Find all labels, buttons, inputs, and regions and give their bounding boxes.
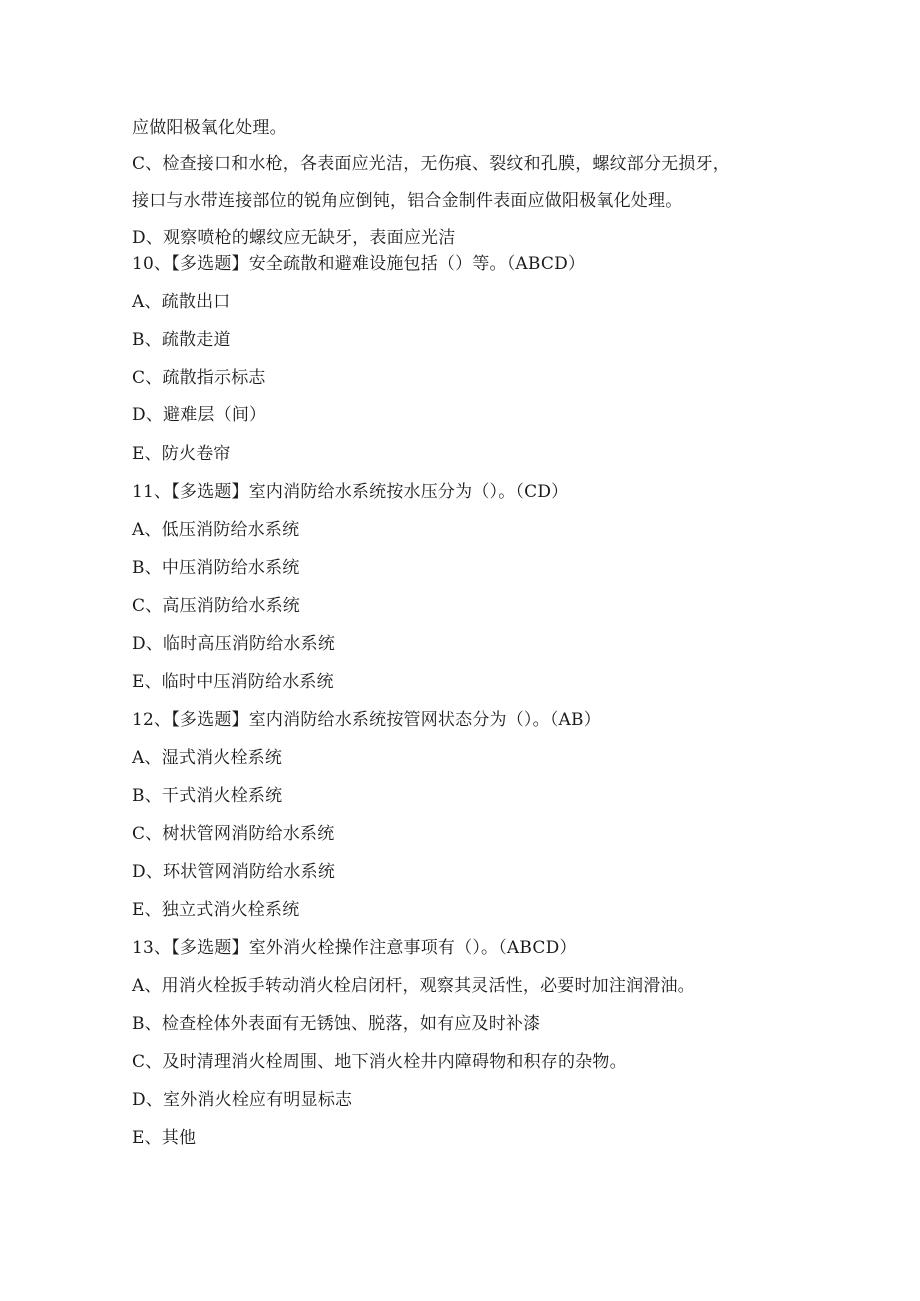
option-line: A、湿式消火栓系统	[132, 748, 283, 768]
option-line: C、检查接口和水枪，各表面应光洁，无伤痕、裂纹和孔膜，螺纹部分无损牙，	[132, 154, 731, 174]
question-10: 10、【多选题】安全疏散和避难设施包括（）等。（ABCD）	[132, 254, 586, 274]
option-line: A、疏散出口	[132, 292, 231, 312]
option-line: A、用消火栓扳手转动消火栓启闭杆，观察其灵活性，必要时加注润滑油。	[132, 976, 695, 996]
option-line: D、环状管网消防给水系统	[132, 862, 336, 882]
option-line: C、高压消防给水系统	[132, 596, 301, 616]
option-line-continuation: 接口与水带连接部位的锐角应倒钝，铝合金制件表面应做阳极氧化处理。	[132, 191, 683, 211]
option-line: D、临时高压消防给水系统	[132, 634, 336, 654]
option-line: B、中压消防给水系统	[132, 558, 300, 578]
option-line: C、树状管网消防给水系统	[132, 824, 335, 844]
option-line: D、观察喷枪的螺纹应无缺牙，表面应光洁	[132, 228, 456, 248]
option-line: C、及时清理消火栓周围、地下消火栓井内障碍物和积存的杂物。	[132, 1052, 627, 1072]
question-11: 11、【多选题】室内消防给水系统按水压分为（）。（CD）	[132, 482, 569, 502]
question-13: 13、【多选题】室外消火栓操作注意事项有（）。（ABCD）	[132, 938, 577, 958]
question-12: 12、【多选题】室内消防给水系统按管网状态分为（）。（AB）	[132, 710, 601, 730]
option-line: E、独立式消火栓系统	[132, 900, 300, 920]
option-line: A、低压消防给水系统	[132, 520, 300, 540]
option-line: B、干式消火栓系统	[132, 786, 283, 806]
option-line: E、防火卷帘	[132, 444, 231, 464]
option-line: E、其他	[132, 1128, 197, 1148]
text-line-continuation: 应做阳极氧化处理。	[132, 118, 287, 138]
option-line: B、疏散走道	[132, 330, 231, 350]
option-line: C、疏散指示标志	[132, 368, 266, 388]
option-line: E、临时中压消防给水系统	[132, 672, 334, 692]
option-line: D、室外消火栓应有明显标志	[132, 1090, 353, 1110]
option-line: D、避难层（间）	[132, 405, 267, 425]
option-line: B、检查栓体外表面有无锈蚀、脱落，如有应及时补漆	[132, 1014, 541, 1034]
